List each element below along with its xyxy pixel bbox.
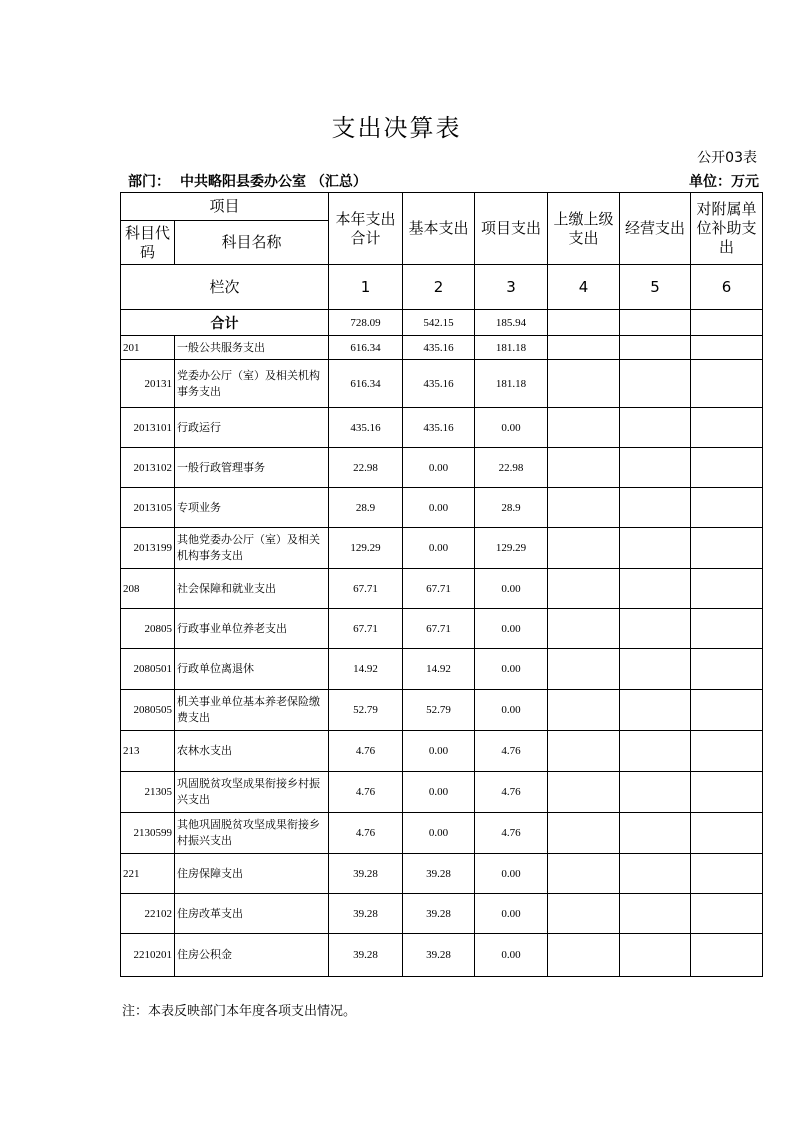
subject-name: 其他党委办公厅（室）及相关机构事务支出 <box>175 528 329 569</box>
total-cell: 728.09 <box>329 310 403 336</box>
amount-cell: 67.71 <box>329 569 403 609</box>
amount-cell <box>691 813 763 854</box>
column-index-label: 栏次 <box>121 265 329 310</box>
amount-cell <box>620 772 691 813</box>
department-name: 中共略阳县委办公室 （汇总） <box>180 174 367 190</box>
total-row <box>121 310 763 336</box>
amount-cell: 39.28 <box>403 894 475 934</box>
amount-cell: 39.28 <box>403 934 475 977</box>
subject-name: 住房保障支出 <box>175 854 329 894</box>
amount-cell <box>691 609 763 649</box>
amount-cell: 0.00 <box>403 731 475 772</box>
amount-cell <box>548 360 620 408</box>
amount-cell: 28.9 <box>475 488 548 528</box>
subject-code: 208 <box>121 569 175 609</box>
column-index: 6 <box>691 265 763 310</box>
table-row <box>121 854 763 894</box>
header-project-expenditure: 项目支出 <box>475 193 548 265</box>
total-cell <box>620 310 691 336</box>
amount-cell: 181.18 <box>475 336 548 360</box>
amount-cell <box>548 488 620 528</box>
amount-cell <box>691 934 763 977</box>
table-row <box>121 609 763 649</box>
table-row <box>121 569 763 609</box>
amount-cell <box>548 528 620 569</box>
column-index: 5 <box>620 265 691 310</box>
amount-cell: 435.16 <box>403 336 475 360</box>
subject-name: 机关事业单位基本养老保险缴费支出 <box>175 690 329 731</box>
amount-cell: 52.79 <box>403 690 475 731</box>
amount-cell <box>691 731 763 772</box>
column-index: 1 <box>329 265 403 310</box>
subject-code: 2013105 <box>121 488 175 528</box>
amount-cell: 14.92 <box>329 649 403 690</box>
amount-cell <box>620 528 691 569</box>
subject-code: 2013199 <box>121 528 175 569</box>
amount-cell: 435.16 <box>403 408 475 448</box>
table-row <box>121 731 763 772</box>
footnote: 注：本表反映部门本年度各项支出情况。 <box>122 1004 357 1019</box>
amount-cell: 4.76 <box>475 813 548 854</box>
total-cell: 185.94 <box>475 310 548 336</box>
amount-cell <box>691 894 763 934</box>
amount-cell: 28.9 <box>329 488 403 528</box>
amount-cell <box>691 772 763 813</box>
amount-cell <box>620 854 691 894</box>
table-row <box>121 934 763 977</box>
page-title: 支出决算表 <box>331 114 462 142</box>
amount-cell: 435.16 <box>403 360 475 408</box>
header-subject-code: 科目代码 <box>121 221 175 265</box>
subject-name: 行政事业单位养老支出 <box>175 609 329 649</box>
table-row <box>121 649 763 690</box>
column-index: 3 <box>475 265 548 310</box>
subject-name: 行政单位离退休 <box>175 649 329 690</box>
amount-cell <box>548 408 620 448</box>
amount-cell: 0.00 <box>475 854 548 894</box>
total-cell <box>691 310 763 336</box>
amount-cell <box>691 690 763 731</box>
amount-cell: 0.00 <box>475 649 548 690</box>
subject-code: 201 <box>121 336 175 360</box>
subject-name: 住房改革支出 <box>175 894 329 934</box>
table-row <box>121 408 763 448</box>
subject-name: 专项业务 <box>175 488 329 528</box>
amount-cell: 0.00 <box>475 569 548 609</box>
subject-name: 其他巩固脱贫攻坚成果衔接乡村振兴支出 <box>175 813 329 854</box>
subject-name: 一般公共服务支出 <box>175 336 329 360</box>
subject-name: 党委办公厅（室）及相关机构事务支出 <box>175 360 329 408</box>
amount-cell <box>691 488 763 528</box>
department-label: 部门： <box>128 174 170 190</box>
amount-cell <box>691 448 763 488</box>
table-row <box>121 894 763 934</box>
amount-cell <box>620 336 691 360</box>
amount-cell <box>548 690 620 731</box>
amount-cell: 67.71 <box>329 609 403 649</box>
subject-code: 221 <box>121 854 175 894</box>
amount-cell <box>691 408 763 448</box>
amount-cell <box>620 813 691 854</box>
amount-cell <box>548 772 620 813</box>
amount-cell <box>620 360 691 408</box>
amount-cell: 4.76 <box>329 813 403 854</box>
amount-cell: 0.00 <box>403 528 475 569</box>
subject-name: 农林水支出 <box>175 731 329 772</box>
header-subject-name: 科目名称 <box>175 221 329 265</box>
header-remit-superior: 上缴上级支出 <box>548 193 620 265</box>
subject-code: 2013102 <box>121 448 175 488</box>
amount-cell: 0.00 <box>403 772 475 813</box>
subject-name: 社会保障和就业支出 <box>175 569 329 609</box>
amount-cell <box>548 854 620 894</box>
subject-name: 行政运行 <box>175 408 329 448</box>
amount-cell <box>620 690 691 731</box>
table-row <box>121 488 763 528</box>
amount-cell: 4.76 <box>475 772 548 813</box>
amount-cell: 4.76 <box>329 772 403 813</box>
unit-label: 单位：万元 <box>689 174 759 190</box>
total-cell: 542.15 <box>403 310 475 336</box>
amount-cell: 0.00 <box>475 408 548 448</box>
amount-cell: 181.18 <box>475 360 548 408</box>
amount-cell: 0.00 <box>403 813 475 854</box>
table-row <box>121 336 763 360</box>
subject-code: 2210201 <box>121 934 175 977</box>
subject-code: 20805 <box>121 609 175 649</box>
amount-cell: 4.76 <box>475 731 548 772</box>
amount-cell: 67.71 <box>403 569 475 609</box>
amount-cell <box>548 609 620 649</box>
column-index: 4 <box>548 265 620 310</box>
table-row <box>121 528 763 569</box>
amount-cell <box>691 649 763 690</box>
column-index: 2 <box>403 265 475 310</box>
department-line <box>128 171 367 191</box>
amount-cell: 616.34 <box>329 336 403 360</box>
subject-code: 2080501 <box>121 649 175 690</box>
amount-cell <box>691 854 763 894</box>
amount-cell <box>620 609 691 649</box>
table-row <box>121 772 763 813</box>
amount-cell <box>620 569 691 609</box>
amount-cell: 0.00 <box>475 690 548 731</box>
amount-cell: 129.29 <box>329 528 403 569</box>
amount-cell <box>620 448 691 488</box>
amount-cell <box>691 528 763 569</box>
amount-cell <box>548 569 620 609</box>
header-operating-expenditure: 经营支出 <box>620 193 691 265</box>
amount-cell <box>548 813 620 854</box>
amount-cell: 129.29 <box>475 528 548 569</box>
subject-code: 22102 <box>121 894 175 934</box>
amount-cell <box>548 894 620 934</box>
amount-cell <box>620 408 691 448</box>
amount-cell: 39.28 <box>329 934 403 977</box>
amount-cell <box>548 336 620 360</box>
table-row <box>121 813 763 854</box>
form-number: 公开03表 <box>697 150 757 166</box>
amount-cell: 52.79 <box>329 690 403 731</box>
amount-cell: 0.00 <box>475 609 548 649</box>
subject-name: 一般行政管理事务 <box>175 448 329 488</box>
header-current-total: 本年支出合计 <box>329 193 403 265</box>
table-row <box>121 360 763 408</box>
subject-code: 2013101 <box>121 408 175 448</box>
subject-code: 2080505 <box>121 690 175 731</box>
amount-cell: 616.34 <box>329 360 403 408</box>
amount-cell: 39.28 <box>403 854 475 894</box>
amount-cell: 14.92 <box>403 649 475 690</box>
amount-cell <box>620 894 691 934</box>
amount-cell: 435.16 <box>329 408 403 448</box>
subject-code: 20131 <box>121 360 175 408</box>
subject-name: 巩固脱贫攻坚成果衔接乡村振兴支出 <box>175 772 329 813</box>
total-label: 合计 <box>121 310 329 336</box>
amount-cell <box>548 649 620 690</box>
amount-cell <box>620 934 691 977</box>
subject-code: 2130599 <box>121 813 175 854</box>
expenditure-table <box>120 192 763 977</box>
amount-cell: 4.76 <box>329 731 403 772</box>
subject-code: 21305 <box>121 772 175 813</box>
amount-cell: 67.71 <box>403 609 475 649</box>
amount-cell <box>691 569 763 609</box>
amount-cell <box>691 336 763 360</box>
amount-cell: 39.28 <box>329 854 403 894</box>
amount-cell: 22.98 <box>329 448 403 488</box>
amount-cell: 0.00 <box>403 448 475 488</box>
table-row <box>121 690 763 731</box>
header-subsidiary-subsidy: 对附属单位补助支出 <box>691 193 763 265</box>
amount-cell: 39.28 <box>329 894 403 934</box>
amount-cell <box>620 488 691 528</box>
amount-cell: 0.00 <box>475 934 548 977</box>
amount-cell: 0.00 <box>475 894 548 934</box>
amount-cell <box>548 731 620 772</box>
subject-code: 213 <box>121 731 175 772</box>
table-row <box>121 448 763 488</box>
header-item: 项目 <box>121 193 329 221</box>
amount-cell <box>620 649 691 690</box>
amount-cell <box>548 448 620 488</box>
total-cell <box>548 310 620 336</box>
amount-cell <box>691 360 763 408</box>
header-basic-expenditure: 基本支出 <box>403 193 475 265</box>
amount-cell <box>620 731 691 772</box>
amount-cell: 22.98 <box>475 448 548 488</box>
amount-cell <box>548 934 620 977</box>
subject-name: 住房公积金 <box>175 934 329 977</box>
amount-cell: 0.00 <box>403 488 475 528</box>
